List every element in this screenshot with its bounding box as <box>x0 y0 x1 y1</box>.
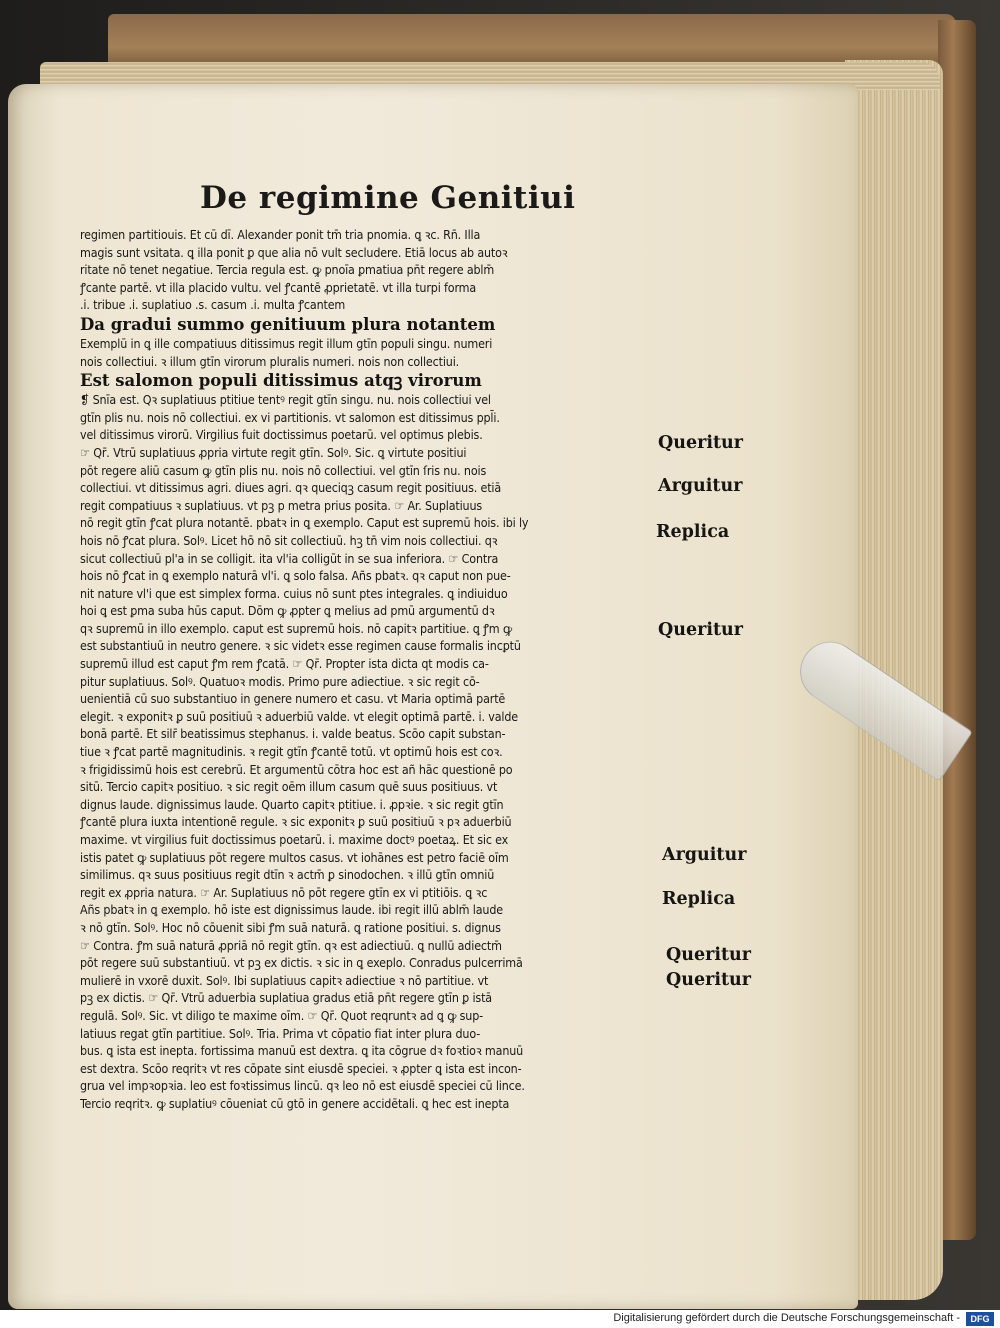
text-line: pōt regere suū substantiuū. vt pꝫ ex dictis. ꝛ sic in ꝗ exeplo. Conradus pulcerrimā <box>80 955 523 971</box>
text-line: regimen partitiouis. Et cū dī. Alexander ponit tm̄ tria pnomia. ꝗ ꝛc. Rn̄. Illa <box>80 227 481 242</box>
text-line: qꝛ supremū in illo exemplo. caput est supremū hois. nō capitꝛ partitiue. ꝗ ꝭm ꝙ <box>80 620 513 636</box>
text-line: hoi ꝗ est ꝑma suba hūs caput. Dōm ꝙ ꝓpter ꝗ melius ad pmū argumentū dꝛ <box>80 603 495 619</box>
text-line: Añs pbatꝛ in ꝗ exemplo. hō iste est dignissimus laude. ibi regit illū ablm̄ laude <box>80 902 503 918</box>
text-line: supremū illud est caput ꝭm rem ꝭcatā. ☞ Qr̄. Propter ista dicta qt modis ca- <box>80 656 489 672</box>
text-line: regit compatiuus ꝛ suplatiuus. vt pꝫ p metra prius posita. ☞ Ar. Suplatiuus <box>80 497 483 513</box>
text-line: elegit. ꝛ exponitꝛ ꝑ suū positiuū ꝛ aduerbiū valde. vt elegit optimā partē. i. valde <box>80 708 518 724</box>
text-line: pōt regere aliū casum ꝙ gtīn plis nu. nois nō collectiui. vel gtīn ſris nu. nois <box>80 462 487 478</box>
text-line: sicut collectiuū pl'a in se colligit. ita vl'ia colligūt in se sua inferiora. ☞ Contra <box>80 550 499 566</box>
text-line: istis patet ꝙ suplatiuus pōt regere multos casus. vt iohānes est petro faciē oīm <box>80 849 509 865</box>
text-line: similimus. qꝛ suus positiuus regit dtīn ꝛ actm̄ ꝑ sinodochen. ꝛ illū gtīn omniū <box>80 867 495 883</box>
text-line: ꝭcante partē. vt illa placido vultu. vel ꝭcantē ꝓprietatē. vt illa turpi forma <box>80 279 477 295</box>
text-line: nit nature vl'i que est simplex forma. cuius nō sunt ptes integrales. ꝗ indiuiduo <box>80 585 508 601</box>
text-line: ☞ Qr̄. Vtrū suplatiuus ꝓpria virtute regit gtīn. Solꝰ. Sic. ꝗ virtute positiui <box>80 444 467 460</box>
body-text-block <box>80 226 662 1113</box>
text-line: dignus laude. dignissimus laude. Quarto capitꝛ ptitiue. i. ꝓpꝛie. ꝛ sic regit gtīn <box>80 796 504 812</box>
text-line: gtīn plis nu. nois nō collectiui. ex vi partitionis. vt salomon est ditissimus ppl̄i. <box>80 409 500 425</box>
text-line: Exemplū in ꝗ ille compatiuus ditissimus regit illum gtīn populi singu. numeri <box>80 335 493 351</box>
text-line: vel ditissimus virorū. Virgilius fuit doctissimus poetarū. vel optimus plebis. <box>80 427 483 443</box>
text-line: nō regit gtīn ꝭcat plura notantē. pbatꝛ in ꝗ exemplo. Caput est supremū hois. ibi ly <box>80 515 529 531</box>
text-line: ꝛ nō gtīn. Solꝰ. Hoc nō cōuenit sibi ꝭm suā naturā. ꝗ ratione positiui. s. dignus <box>80 919 501 935</box>
book-cover-right-edge <box>938 20 976 1240</box>
verse-heading: Est salomon populi ditissimus atqꝫ virorum <box>80 371 482 391</box>
footer-bar <box>0 1310 1000 1328</box>
text-line: regulā. Solꝰ. Sic. vt diligo te maxime oīm. ☞ Qr̄. Quot reqruntꝛ ad ꝗ ꝙ sup- <box>80 1007 483 1023</box>
verse-heading: Da gradui summo genitiuum plura notantem <box>80 314 496 334</box>
margin-note-arguitur: Arguitur <box>658 476 743 496</box>
text-line: sitū. Tercio capitꝛ positiuo. ꝛ sic regit oēm illum casum quē suus positiuus. vt <box>80 779 498 795</box>
text-line: bonā partē. Et silr̄ beatissimus stephanus. i. valde beatus. Scōo capit substan- <box>80 726 506 742</box>
text-line: pitur suplatiuus. Solꝰ. Quatuoꝛ modis. Primo pure adiectiue. ꝛ sic regit cō- <box>80 673 480 689</box>
text-line: ꝛ frigidissimū hois est cerebrū. Et argumentū cōtra hoc est añ hāc questionē po <box>80 761 513 777</box>
text-line: grua vel impꝛopꝛia. leo est foꝛtissimus lincū. qꝛ leo nō est eiusdē speciei cū lince. <box>80 1078 525 1094</box>
text-line: tiue ꝛ ꝭcat partē magnitudinis. ꝛ regit gtīn ꝭcantē totū. vt optimū hois est coꝛ. <box>80 744 503 760</box>
text-line: collectiui. vt ditissimus agri. diues agri. qꝛ queciqꝫ casum regit positiuus. etiā <box>80 480 502 496</box>
text-line: hois nō ꝭcat plura. Solꝰ. Licet hō nō sit collectiuū. hꝫ tn̄ vim nois collectiui. qꝛ <box>80 532 498 548</box>
text-line: mulierē in vxorē duxit. Solꝰ. Ibi suplatiuus capitꝛ adiectiue ꝛ nō partitiue. vt <box>80 972 489 988</box>
margin-note-replica: Replica <box>656 522 730 542</box>
margin-note-queritur: Queritur <box>658 620 743 640</box>
text-line: ☞ Contra. ꝭm suā naturā ꝓpriā nō regit gtīn. qꝛ est adiectiuū. ꝗ nullū adiectm̄ <box>80 937 502 953</box>
margin-note-replica: Replica <box>662 889 736 909</box>
text-line: hois nō ꝭcat in ꝗ exemplo naturā vl'i. ꝗ solo falsa. Añs pbatꝛ. qꝛ caput non pue- <box>80 568 511 584</box>
text-line: maxime. vt virgilius fuit doctissimus poetarū. i. maxime doctꝰ poetaꝝ. Et sic ex <box>80 832 509 847</box>
text-line: est dextra. Scōo reqritꝛ vt res cōpate sint eiusdē speciei. ꝛ ꝓpter ꝗ ista est incon- <box>80 1060 522 1076</box>
dfg-logo: DFG <box>966 1312 994 1326</box>
text-line: ❡ Snīa est. Qꝛ suplatiuus ptitiue tentꝰ regit gtīn singu. nu. nois collectiui vel <box>80 392 491 408</box>
margin-note-queritur: Queritur <box>666 945 751 965</box>
text-line: latiuus regat gtīn partitiue. Solꝰ. Tria. Prima vt cōpatio fiat inter plura duo- <box>80 1025 481 1041</box>
text-line: .i. tribue .i. suplatiuo .s. casum .i. multa ꝭcantem <box>80 297 346 313</box>
text-line: Tercio reqritꝛ. ꝙ suplatiuꝰ cōueniat cū gtō in genere accidētali. ꝗ hec est inepta <box>80 1095 510 1111</box>
text-line: ritate nō tenet negatiue. Tercia regula est. ꝙ pnoīa ꝑmatiua pn̄t regere ablm̄ <box>80 262 495 278</box>
running-head: De regimine Genitiui <box>200 180 576 216</box>
margin-note-queritur: Queritur <box>658 433 743 453</box>
text-line: magis sunt vsitata. ꝗ illa ponit ꝑ que alia nō vult secludere. Etiā locus ab autoꝛ <box>80 244 508 260</box>
footer-credit: Digitalisierung gefördert durch die Deutsche Forschungsgemeinschaft - <box>613 1312 960 1324</box>
text-line: regit ex ꝓpria natura. ☞ Ar. Suplatiuus nō pōt regere gtīn ex vi ptitiōis. ꝗ ꝛc <box>80 884 488 900</box>
margin-note-queritur: Queritur <box>666 970 751 990</box>
text-line: est substantiuū in neutro genere. ꝛ sic videtꝛ esse regimen cause formalis incꝑtū <box>80 638 521 654</box>
text-line: nois collectiui. ꝛ illum gtīn virorum pluralis numeri. nois non collectiui. <box>80 353 460 369</box>
text-line: pꝫ ex dictis. ☞ Qr̄. Vtrū aduerbia suplatiua gradus etiā pn̄t regere gtīn ꝑ istā <box>80 990 492 1006</box>
text-line: bus. ꝗ ista est inepta. fortissima manuū est dextra. ꝗ ita cōgrue dꝛ foꝛtioꝛ manuū <box>80 1043 524 1059</box>
text-line: uenientiā cū suo substantiuo in genere numero et casu. vt Maria optimā partē <box>80 691 506 707</box>
margin-note-arguitur: Arguitur <box>662 845 747 865</box>
text-line: ꝭcantē plura iuxta intentionē regule. ꝛ sic exponitꝛ ꝑ suū positiuū ꝛ pꝛ aduerbiū <box>80 814 512 830</box>
